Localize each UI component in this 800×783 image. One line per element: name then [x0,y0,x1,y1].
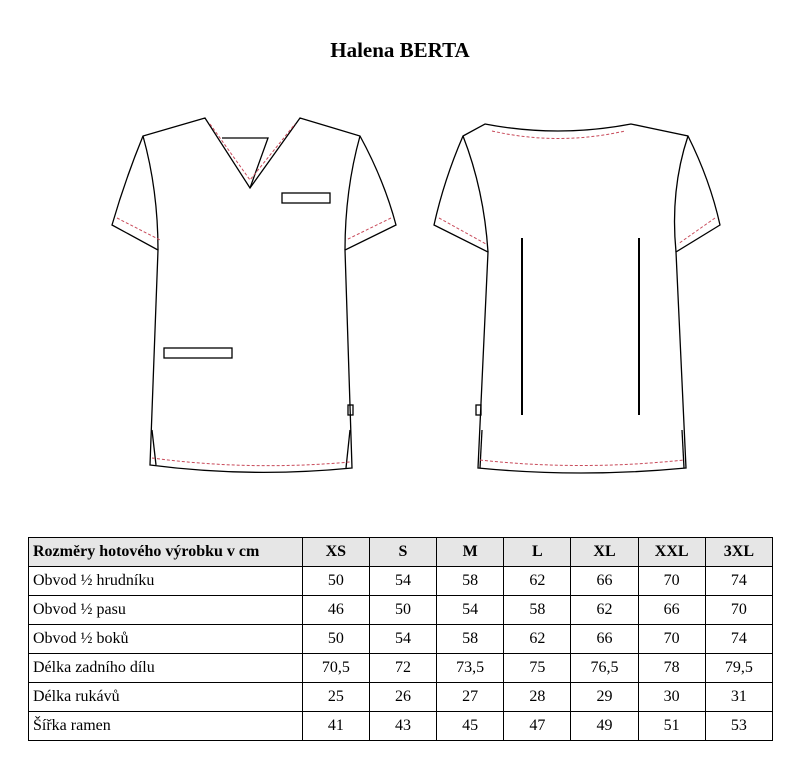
row-label: Obvod ½ pasu [29,596,303,625]
table-cell: 70 [705,596,772,625]
header-cell: Rozměry hotového výrobku v cm [29,538,303,567]
table-cell: 25 [302,683,369,712]
row-label: Obvod ½ boků [29,625,303,654]
front-body-outline [112,118,396,472]
table-cell: 49 [571,712,638,741]
table-cell: 50 [302,567,369,596]
table-cell: 74 [705,625,772,654]
table-cell: 75 [504,654,571,683]
table-cell: 51 [638,712,705,741]
table-cell: 62 [571,596,638,625]
size-table [28,537,773,741]
table-cell: 66 [638,596,705,625]
table-cell: 29 [571,683,638,712]
table-cell: 58 [437,625,504,654]
table-row [29,712,773,741]
table-cell: 28 [504,683,571,712]
table-cell: 31 [705,683,772,712]
table-cell: 72 [369,654,436,683]
table-cell: 70,5 [302,654,369,683]
table-row [29,596,773,625]
table-cell: 74 [705,567,772,596]
row-label: Délka zadního dílu [29,654,303,683]
table-cell: 30 [638,683,705,712]
table-cell: 54 [369,625,436,654]
header-cell: XS [302,538,369,567]
table-cell: 73,5 [437,654,504,683]
table-cell: 53 [705,712,772,741]
table-cell: 58 [437,567,504,596]
back-body-outline [434,124,720,473]
back-view [434,124,720,473]
table-cell: 27 [437,683,504,712]
table-cell: 62 [504,567,571,596]
table-cell: 62 [504,625,571,654]
header-cell: L [504,538,571,567]
header-cell: XL [571,538,638,567]
table-cell: 41 [302,712,369,741]
front-view [112,118,396,472]
table-cell: 70 [638,567,705,596]
table-cell: 66 [571,567,638,596]
table-cell: 70 [638,625,705,654]
row-label: Obvod ½ hrudníku [29,567,303,596]
page-title: Halena BERTA [330,38,470,62]
row-label: Délka rukávů [29,683,303,712]
table-row [29,683,773,712]
table-row [29,567,773,596]
header-cell: XXL [638,538,705,567]
table-cell: 50 [369,596,436,625]
table-cell: 50 [302,625,369,654]
table-cell: 45 [437,712,504,741]
table-cell: 46 [302,596,369,625]
table-cell: 66 [571,625,638,654]
table-cell: 58 [504,596,571,625]
table-cell: 43 [369,712,436,741]
size-table-header-row [29,538,773,567]
header-cell: S [369,538,436,567]
table-cell: 26 [369,683,436,712]
table-cell: 79,5 [705,654,772,683]
header-cell: 3XL [705,538,772,567]
table-cell: 76,5 [571,654,638,683]
table-cell: 54 [437,596,504,625]
table-cell: 47 [504,712,571,741]
header-cell: M [437,538,504,567]
table-row [29,654,773,683]
table-cell: 78 [638,654,705,683]
table-row [29,625,773,654]
table-cell: 54 [369,567,436,596]
row-label: Šířka ramen [29,712,303,741]
